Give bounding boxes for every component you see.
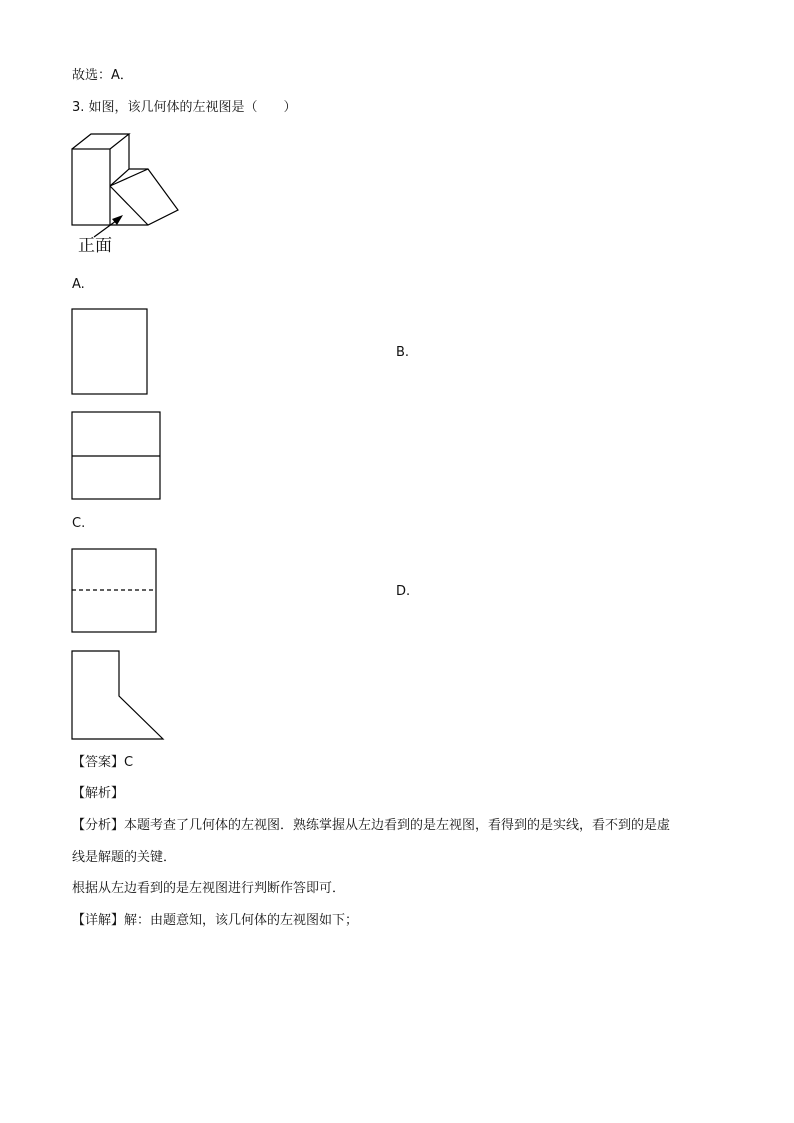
- analysis-line-1: [72, 817, 670, 835]
- analysis-line-2: 线是解题的关键．: [72, 850, 177, 865]
- detail-text: 解：由题意知，该几何体的左视图如下；: [124, 913, 359, 928]
- option-b-figure: [71, 411, 162, 501]
- detail-line: [72, 912, 358, 930]
- analysis-text-1: 本题考查了几何体的左视图．熟练掌握从左边看到的是左视图，看得到的是实线，看不到的是虚: [124, 818, 671, 833]
- answer-line: [72, 754, 133, 772]
- answer-value: C: [124, 755, 134, 770]
- answer-label: 【答案】: [72, 755, 125, 770]
- option-b-label: B.: [396, 345, 410, 360]
- option-a-figure: [71, 308, 149, 396]
- option-c-label: C.: [72, 516, 86, 531]
- analysis-line-3: 根据从左边看到的是左视图进行判断作答即可．: [72, 881, 346, 896]
- analysis-label: 【分析】: [72, 818, 125, 833]
- previous-answer: 故选：A．: [72, 68, 133, 83]
- analysis-heading: 【解析】: [72, 786, 125, 801]
- question-stem: 3. 如图，该几何体的左视图是（ ）: [72, 100, 297, 115]
- option-a-label: A.: [72, 277, 85, 292]
- option-c-figure: [71, 548, 159, 634]
- solid-figure: [70, 132, 190, 232]
- option-d-label: D.: [396, 584, 411, 599]
- detail-label: 【详解】: [72, 913, 125, 928]
- front-label: 正面: [78, 236, 112, 256]
- option-d-figure: [71, 650, 167, 742]
